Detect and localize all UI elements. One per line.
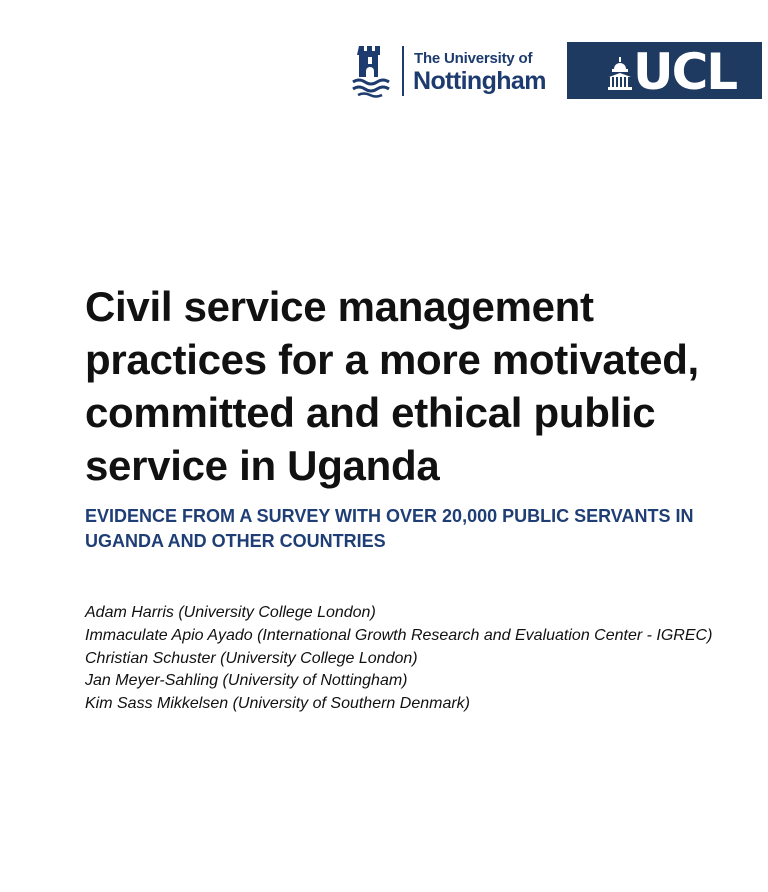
author-item: Kim Sass Mikkelsen (University of Southern Denmark) [85,695,471,713]
document-subtitle: EVIDENCE FROM A SURVEY WITH OVER 20,000 PUBLIC SERVANTS IN UGANDA AND OTHER COUNTRIES [85,506,694,551]
author-item: Immaculate Apio Ayado (International Growth Research and Evaluation Center - IGREC) [85,626,713,644]
ucl-logo-text: UCL [633,43,737,101]
nottingham-logo-line2: Nottingham [413,67,546,95]
author-item: Christian Schuster (University College London) [85,649,418,667]
author-item: Adam Harris (University College London) [85,604,376,621]
author-item: Jan Meyer-Sahling (University of Nottingham) [85,672,408,690]
university-of-nottingham-logo [350,42,550,100]
logo-bar [350,42,762,100]
ucl-logo [567,42,762,99]
document-title: Civil service management practices for a more motivated, committed and ethical public service in Uganda [85,283,699,489]
logo-divider [402,46,404,96]
castle-crest-icon [352,44,392,98]
portico-dome-icon [607,57,633,91]
author-list [85,602,745,716]
nottingham-logo-line1: The University of [414,50,533,67]
